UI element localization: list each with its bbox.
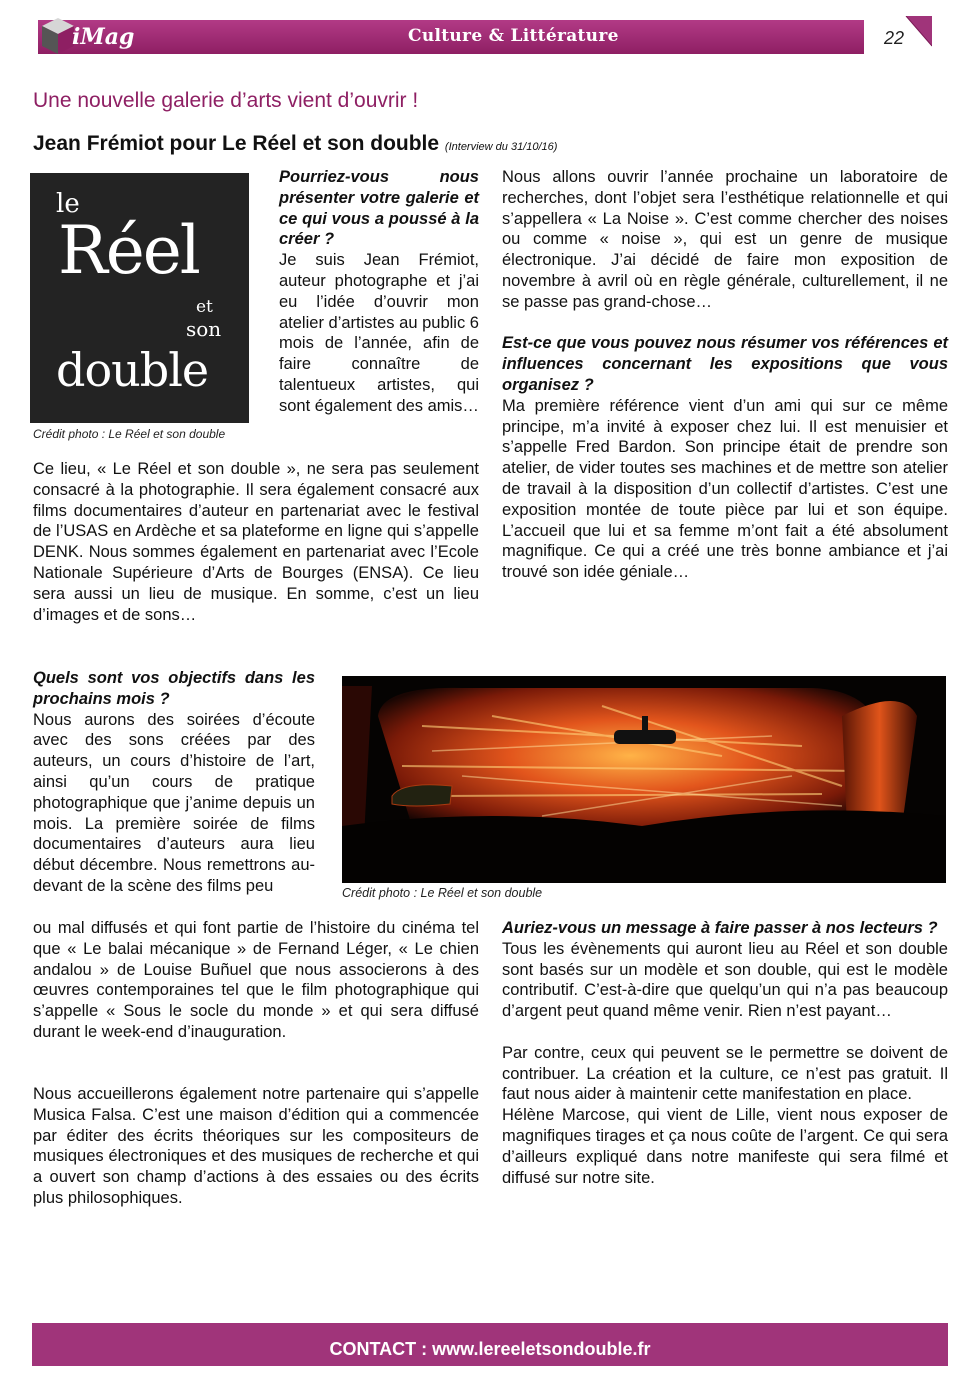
- page-header: [38, 16, 932, 58]
- logo-word-le: le: [56, 189, 80, 219]
- answer-4: Tous les évènements qui auront lieu au Réel et son double sont basés sur un modèle et son double, qui est le modèle contributif. C’est-à-dire que quelqu’un qui n’a pas beaucoup d’argent peut quand même venir. Rien n’est payant…: [502, 939, 948, 1021]
- paragraph-lieu: Ce lieu, « Le Réel et son double », ne sera pas seulement consacré à la photographie. Il sera également consacré aux films documentaires d’auteur en partenariat avec le festival de l’USAS en Ardèche et sa plateforme en ligne qui s’appelle DENK. Nous sommes également en partenariat avec l’Ecole Nationale Supérieure d’Arts de Bourges (ENSA). Ce lieu sera aussi un lieu de musique. En somme, c’est un lieu d’images et de sons…: [33, 460, 479, 624]
- logo-word-et: et: [196, 297, 213, 317]
- question-4: Auriez-vous un message à faire passer à nos lecteurs ?: [502, 919, 938, 937]
- gallery-logo-image: [30, 173, 249, 423]
- interview-date: (Interview du 31/10/16): [444, 141, 558, 153]
- right-column-top: [502, 167, 948, 583]
- logo-word-reel: Réel: [58, 212, 199, 289]
- logo-text: iMag: [72, 24, 135, 50]
- photo-illustration: [342, 676, 946, 883]
- photo-caption: Crédit photo : Le Réel et son double: [342, 886, 543, 900]
- paragraph-par-contre: Par contre, ceux qui peuvent se le permettre se doivent de contribuer. La création et la culture, ce n’est pas gratuit. Il faut nous aider à maintenir cette manifestation en place.: [502, 1043, 948, 1104]
- contact-footer: [32, 1323, 948, 1366]
- answer-2: Ma première référence vient d’un ami qui sur ce même principe, m’a invité à exposer chez lui. Il est menuisier et s’appelle Fred Bardon. Son principe était de prendre son atelier, de vider toutes ses machines et de mettre son atelier de travail à la disposition d’un collectif d’artistes. C’est une exposition montée de toute pièce par lui et son équipe. L’accueil que lui et sa femme m’ont fait a été absolument magnifique. Ce qui a créé une très bonne ambiance et j’ai trouvé son idée géniale…: [502, 396, 948, 582]
- headline: [33, 132, 557, 156]
- headline-title: Jean Frémiot pour Le Réel et son double: [33, 132, 440, 155]
- answer-3-bottom: ou mal diffusés et qui font partie de l’histoire du cinéma tel que « Le balai mécanique » de Fernand Léger, « Le chien andalou » de Louise Buñuel que nous associerons à des œuvres contemporaines tel que le film photographique qui s’appelle « Sous le socle du monde » et qui sera diffusé durant le week-end d’inauguration.: [33, 919, 479, 1041]
- logo-word-son: son: [186, 317, 222, 341]
- logo-caption: Crédit photo : Le Réel et son double: [33, 427, 226, 441]
- section-title: Culture & Littérature: [408, 26, 619, 46]
- question-2: Est-ce que vous pouvez nous résumer vos références et influences concernant les expositions que vous organisez ?: [502, 334, 948, 394]
- page-number: 22: [883, 28, 904, 48]
- kicker: Une nouvelle galerie d’arts vient d’ouvrir !: [33, 89, 419, 112]
- question-1-block: [279, 167, 479, 417]
- question-3-block: [33, 668, 315, 897]
- question-3: Quels sont vos objectifs dans les prochains mois ?: [33, 669, 315, 708]
- paragraph-musica: Nous accueillerons également notre partenaire qui s’appelle Musica Falsa. C’est une maison d’édition qui a commencée par éditer des écrits théoriques sur les compositeurs de musiques électroniques et des musiques de recherche et qui a ouvert son champ d’actions à des essaies ou des écrits plus philosophiques.: [33, 1085, 479, 1207]
- car-interior-photo: [342, 676, 946, 883]
- answer-3-top: Nous aurons des soirées d’écoute avec des sons créées par des auteurs, un cours d’histoire de l’art, ainsi qu’un cours de pratique photographique que j’anime depuis un mois. La première soirée de films documentaires d’auteurs aura lieu début décembre. Nous remettrons au-devant de la scène des films peu: [33, 710, 315, 895]
- contact-link[interactable]: CONTACT : www.lereeletsondouble.fr: [329, 1339, 651, 1359]
- paragraph-helene: Hélène Marcose, qui vient de Lille, vient nous exposer de magnifiques tirages et ça nous coûte de l’argent. Ce qui sera d’ailleurs expliqué dans notre manifeste qui sera filmé et diffusé sur notre site.: [502, 1106, 948, 1187]
- right-column-bottom: [502, 918, 948, 1188]
- question-1: Pourriez-vous nous présenter votre galerie et ce qui vous a poussé à la créer ?: [279, 168, 479, 249]
- paragraph-laboratoire: Nous allons ouvrir l’année prochaine un laboratoire de recherches, dont l’objet sera l’esthétique relationnelle et qui s’appellera « La Noise ». C’est comme chercher des noises ou comme « noise », qui est un genre de musique électronique. J’ai décidé de faire mon exposition de novembre à avril où en règle générale, culturellement, il ne se passe pas grand-chose…: [502, 168, 948, 311]
- magazine-logo: [38, 16, 148, 58]
- logo-word-double: double: [56, 343, 209, 397]
- answer-1: Je suis Jean Frémiot, auteur photographe et j’ai eu l’idée d’ouvrir mon atelier d’artistes au public 6 mois de l’année, afin de faire connaître de talentueux artistes, qui sont également des amis…: [279, 251, 479, 415]
